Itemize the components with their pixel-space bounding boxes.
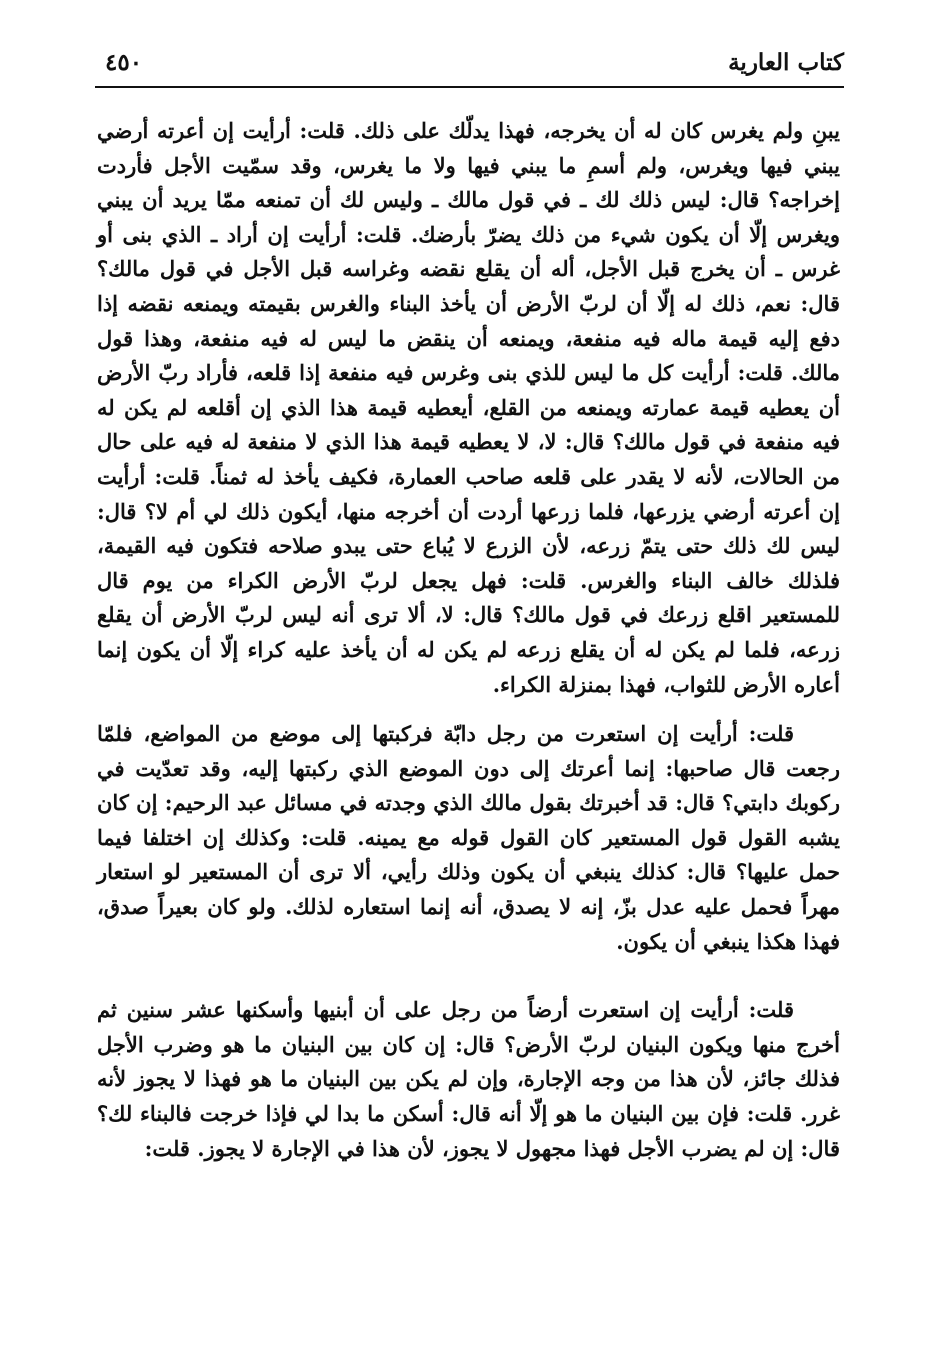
running-header — [95, 40, 844, 88]
page-number: ٤٥٠ — [105, 49, 143, 76]
header-rule — [95, 86, 844, 88]
paragraph-1: يبنِ ولم يغرس كان له أن يخرجه، فهذا يدلّك على ذلك. قلت: أرأيت إن أعرته أرضي يبني فيها ويغرس، ولم أسمِ ما يبني فيها ولا ما يغرس، وقد سمّيت الأجل فأردت إخراجه؟ قال: ليس ذلك لك ـ في قول مالك ـ وليس لك أن تمنعه ممّا يريد أن يبني ويغرس إلّا أن يكون شيء من ذلك يضرّ بأرضك. قلت: أرأيت إن أراد ـ الذي بنى أو غرس ـ أن يخرج قبل الأجل، أله أن يقلع نقضه وغراسه قبل الأجل في قول مالك؟ قال: نعم، ذلك له إلّا أن لربّ الأرض أن يأخذ البناء والغرس بقيمته ويمنعه نقضه إذا دفع إليه قيمة ماله فيه منفعة، ويمنعه أن ينقض ما ليس له فيه منفعة، وهذا قول مالك. قلت: أرأيت كل ما ليس للذي بنى وغرس فيه منفعة إذا قلعه، فأراد ربّ الأرض أن يعطيه قيمة عمارته ويمنعه من القلع، أيعطيه قيمة هذا الذي إن أقلعه لم يكن له فيه منفعة في قول مالك؟ قال: لا، لا يعطيه قيمة هذا الذي لا منفعة له فيه على حال من الحالات، لأنه لا يقدر على قلعه صاحب العمارة، فكيف يأخذ له ثمناً. قلت: أرأيت إن أعرته أرضي يزرعها، فلما زرعها أردت أن أخرجه منها، أيكون ذلك لي أم لا؟ قال: ليس لك ذلك حتى يتمّ زرعه، لأن الزرع لا يُباع حتى يبدو صلاحه فتكون فيه القيمة، فلذلك خالف البناء والغرس. قلت: فهل يجعل لربّ الأرض الكراء من يوم قال للمستعير اقلع زرعك في قول مالك؟ قال: لا، ألا ترى أنه ليس لربّ الأرض أن يقلع زرعه، فلما لم يكن له أن يقلع زرعه لم يكن له أن يأخذ عليه كراء إلّا أن يكون إنما أعاره الأرض للثواب، فهذا بمنزلة الكراء. — [97, 118, 840, 697]
paragraph-2: قلت: أرأيت إن استعرت من رجل دابّة فركبتها إلى موضع من المواضع، فلمّا رجعت قال صاحبها: إنما أعرتك إلى دون الموضع الذي ركبتها إليه، وقد تعدّيت في ركوبك دابتي؟ قال: قد أخبرتك بقول مالك الذي وجدته في مسائل عبد الرحيم: إن كان يشبه القول قول المستعير كان القول قوله مع يمينه. قلت: وكذلك إن اختلفا فيما حمل عليها؟ قال: كذلك ينبغي أن يكون وذلك رأيي، ألا ترى أن المستعير لو استعار مهراً فحمل عليه عدل بزّ، إنه لا يصدق، أنه إنما استعاره لذلك. ولو كان بعيراً صدق، فهذا هكذا ينبغي أن يكون. — [97, 721, 840, 954]
paragraph-3: قلت: أرأيت إن استعرت أرضاً من رجل على أن أبنيها وأسكنها عشر سنين ثم أخرج منها ويكون البنيان لربّ الأرض؟ قال: إن كان بين البنيان ما هو وضرب الأجل فذلك جائز، لأن هذا من وجه الإجارة، وإن لم يكن بين البنيان ما هو فهذا لا يجوز لأنه غرر. قلت: فإن بين البنيان ما هو إلّا أنه قال: أسكن ما بدا لي فإذا خرجت فالبناء لك؟ قال: إن لم يضرب الأجل فهذا مجهول لا يجوز، لأن هذا في الإجارة لا يجوز. قلت: — [97, 997, 840, 1161]
chapter-title: كتاب العارية — [728, 49, 844, 76]
body-text — [97, 114, 840, 1166]
